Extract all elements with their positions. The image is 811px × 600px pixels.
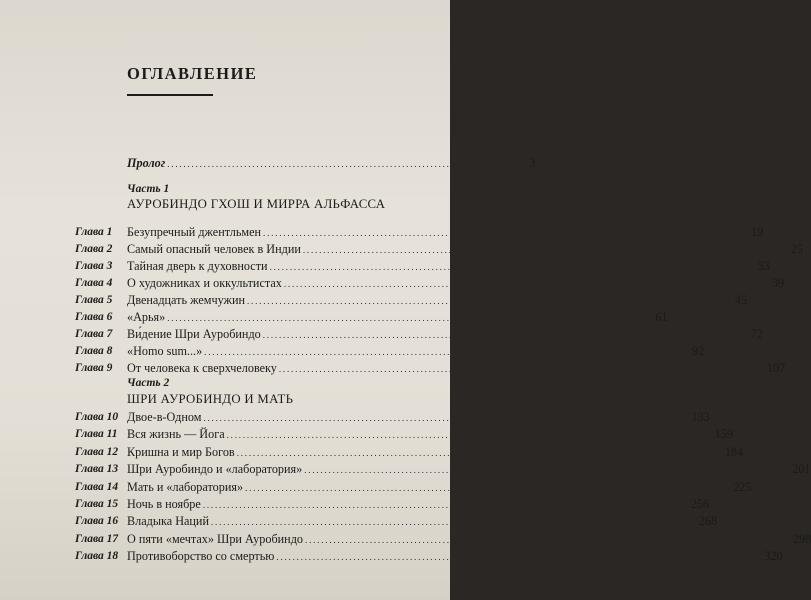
chapter-title: Двенадцать жемчужин xyxy=(127,293,245,307)
chapter-page: 201 xyxy=(792,462,811,477)
leader-dots: ........................................................................................................................ xyxy=(305,534,792,545)
chapter-page: 133 xyxy=(691,410,710,424)
title-underline xyxy=(127,94,213,96)
toc-entry[interactable] xyxy=(127,242,804,258)
toc-entry[interactable] xyxy=(127,444,743,461)
toc-entry[interactable] xyxy=(127,361,786,377)
leader-dots: ........................................................................................................................ xyxy=(203,413,690,423)
leader-dots: ........................................................................................................................ xyxy=(269,262,756,272)
chapter-label: Глава 6 xyxy=(75,311,113,323)
leader-dots: ........................................................................................................................ xyxy=(262,330,749,340)
leader-dots: ........................................................................................................................ xyxy=(283,279,770,289)
toc-entry[interactable] xyxy=(127,497,710,513)
leader-dots: ........................................................................................................................ xyxy=(204,347,691,357)
chapter-title: Вся жизнь — Йога xyxy=(127,427,225,442)
chapter-page: 45 xyxy=(735,293,748,307)
chapter-label: Глава 17 xyxy=(75,532,119,545)
toc-entry[interactable] xyxy=(127,410,710,426)
chapter-title: Кришна и мир Богов xyxy=(127,444,235,459)
chapter-page: 33 xyxy=(757,259,770,273)
toc-entry[interactable] xyxy=(127,427,733,443)
chapter-title: Ночь в ноябре xyxy=(127,497,201,511)
toc-entry[interactable] xyxy=(127,259,770,275)
chapter-title: Противоборство со смертью xyxy=(127,549,275,564)
prologue-label: Пролог xyxy=(127,156,166,170)
chapter-page: 256 xyxy=(690,497,710,511)
toc-entry[interactable] xyxy=(127,531,811,548)
toc-entry[interactable] xyxy=(127,225,764,241)
chapter-title: О художниках и оккультистах xyxy=(127,276,282,290)
chapter-label: Глава 1 xyxy=(75,226,113,238)
chapter-title: «Арья» xyxy=(127,310,166,324)
chapter-page: 320 xyxy=(764,549,783,564)
chapter-label: Глава 4 xyxy=(75,277,113,289)
toc-entry[interactable] xyxy=(127,327,763,343)
toc-entry[interactable] xyxy=(127,276,785,292)
chapter-page: 72 xyxy=(750,327,763,341)
chapter-page: 19 xyxy=(751,225,764,239)
chapter-page: 184 xyxy=(724,444,743,459)
toc-entry[interactable] xyxy=(127,479,752,496)
chapter-label: Глава 11 xyxy=(75,428,118,441)
toc-entry[interactable] xyxy=(127,310,668,326)
chapter-label: Глава 9 xyxy=(75,362,113,374)
chapter-label: Глава 16 xyxy=(75,515,119,528)
leader-dots: ........................................................................................................................ xyxy=(247,296,733,306)
leader-dots: ........................................................................................................................ xyxy=(236,447,723,458)
chapter-title: Двое-в-Одном xyxy=(127,410,202,424)
chapter-label: Глава 14 xyxy=(75,480,119,493)
toc-entry[interactable] xyxy=(127,549,783,565)
leader-dots: ........................................................................................................................ xyxy=(210,517,697,528)
chapter-title: О пяти «мечтах» Шри Ауробиндо xyxy=(127,531,304,546)
chapter-title: Безупречный джентльмен xyxy=(127,225,262,239)
chapter-label: Глава 18 xyxy=(75,550,119,563)
chapter-label: Глава 10 xyxy=(75,411,119,423)
part-1-label: Часть 1 xyxy=(127,183,170,195)
show-through-text xyxy=(300,0,450,230)
chapter-page: 61 xyxy=(655,310,668,324)
chapter-label: Глава 8 xyxy=(75,345,113,357)
chapter-title: Мать и «лаборатория» xyxy=(127,479,244,494)
chapter-label: Глава 15 xyxy=(75,498,119,510)
chapter-title: Тайная дверь к духовности xyxy=(127,259,268,273)
chapter-title: «Homo sum...» xyxy=(127,344,203,358)
toc-entry[interactable] xyxy=(127,344,705,360)
chapter-title: Шри Ауробиндо и «лаборатория» xyxy=(127,462,303,477)
part-1-title: АУРОБИНДО ГХОШ И МИРРА АЛЬФАССА xyxy=(127,197,386,211)
prologue-page: 3 xyxy=(529,156,536,170)
part-2-label: Часть 2 xyxy=(127,377,170,389)
part-2-title: ШРИ АУРОБИНДО И МАТЬ xyxy=(127,392,294,406)
chapter-page: 298 xyxy=(793,531,811,546)
leader-dots: ........................................................................................................................ xyxy=(276,552,763,563)
chapter-label: Глава 7 xyxy=(75,328,113,340)
leader-dots: ........................................................................................................................ xyxy=(278,364,765,374)
chapter-page: 39 xyxy=(771,276,785,290)
chapter-page: 25 xyxy=(790,242,804,256)
chapter-label: Глава 2 xyxy=(75,243,113,255)
chapter-page: 107 xyxy=(766,361,786,375)
chapter-page: 92 xyxy=(692,344,705,358)
chapter-label: Глава 12 xyxy=(75,445,119,458)
leader-dots: ........................................................................................................................ xyxy=(167,313,654,323)
leader-dots: ........................................................................................................................ xyxy=(304,465,791,476)
leader-dots: ........................................................................................................................ xyxy=(245,482,732,493)
chapter-title: Самый опасный человек в Индии xyxy=(127,242,301,256)
leader-dots: ........................................................................................................................ xyxy=(202,500,689,510)
toc-entry[interactable] xyxy=(127,462,811,478)
leader-dots: ......................................................................................... xyxy=(167,159,528,169)
chapter-title: Владыка Наций xyxy=(127,514,209,529)
chapter-page: 225 xyxy=(733,479,752,494)
toc-entry[interactable] xyxy=(127,514,718,530)
chapter-page: 159 xyxy=(714,427,733,442)
prologue-entry[interactable] xyxy=(127,156,536,172)
chapter-title: Ви́дение Шри Ауробиндо xyxy=(127,327,261,341)
toc-entry[interactable] xyxy=(127,293,748,309)
chapter-page: 268 xyxy=(698,514,718,529)
leader-dots: ........................................................................................................................ xyxy=(302,245,789,255)
leader-dots: ........................................................................................................................ xyxy=(263,228,750,238)
chapter-label: Глава 13 xyxy=(75,463,119,476)
chapter-label: Глава 3 xyxy=(75,260,113,272)
chapter-label: Глава 5 xyxy=(75,294,113,306)
toc-title: ОГЛАВЛЕНИЕ xyxy=(127,64,258,83)
chapter-title: От человека к сверхчеловеку xyxy=(127,361,277,375)
leader-dots: ........................................................................................................................ xyxy=(226,430,713,441)
